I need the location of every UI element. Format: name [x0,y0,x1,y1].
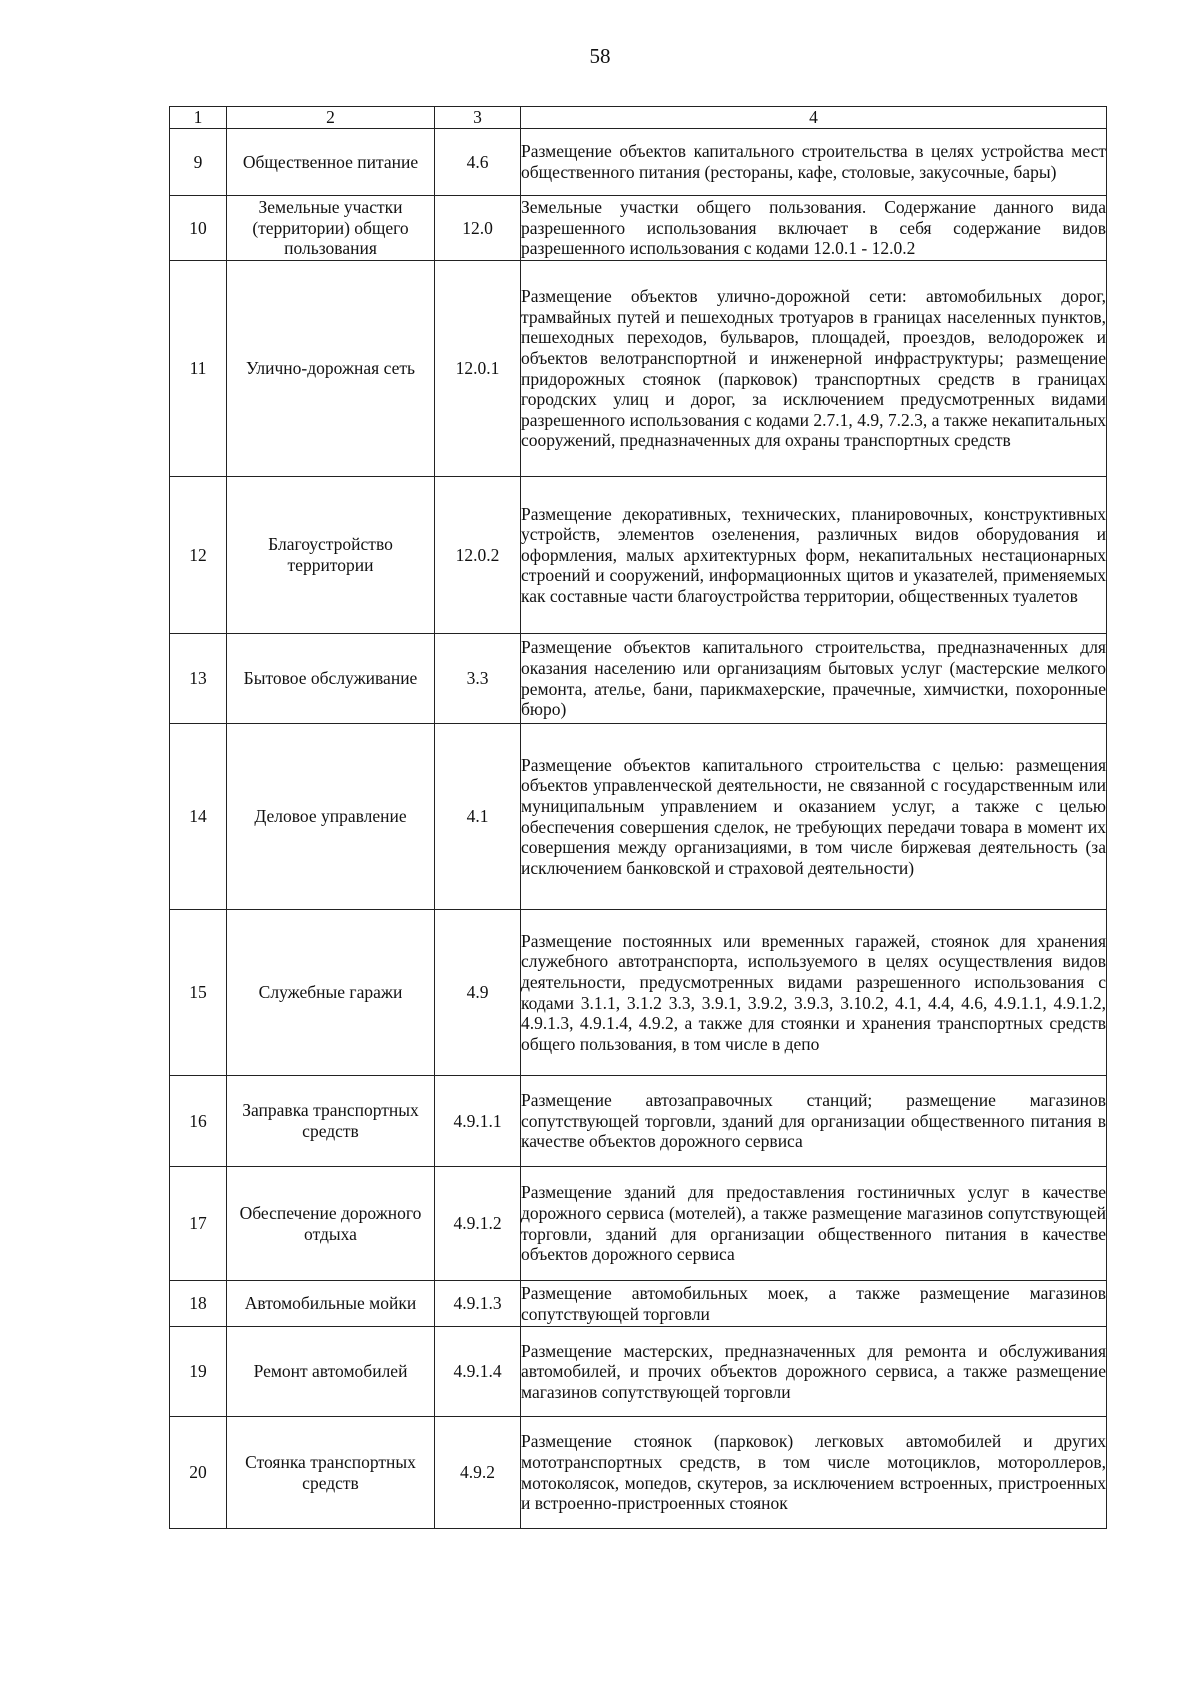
table-row [170,1281,1107,1327]
use-code: 4.9.2 [435,1417,521,1529]
use-description: Размещение зданий для предоставления гостиничных услуг в качестве дорожного сервиса (мотелей), а также размещение магазинов сопутствующей торговли, зданий для организации общественного питания в качестве объектов дорожного сервиса [521,1167,1107,1281]
row-number: 20 [170,1417,227,1529]
header-col-3: 3 [435,107,521,129]
use-name: Бытовое обслуживание [227,634,435,724]
use-name: Служебные гаражи [227,910,435,1076]
use-name: Стоянка транспортных средств [227,1417,435,1529]
use-code: 4.9.1.1 [435,1076,521,1167]
use-code: 3.3 [435,634,521,724]
use-code: 4.9 [435,910,521,1076]
table-row [170,1417,1107,1529]
use-description: Размещение стоянок (парковок) легковых автомобилей и других мототранспортных средств, в том числе мотоциклов, мотороллеров, мотоколясок, мопедов, скутеров, за исключением встроенных, пристроенных и встроенно-пристроенных стоянок [521,1417,1107,1529]
use-name: Земельные участки (территории) общего пользования [227,196,435,261]
use-description: Размещение объектов капитального строительства, предназначенных для оказания населению или организациям бытовых услуг (мастерские мелкого ремонта, ателье, бани, парикмахерские, прачечные, химчистки, похоронные бюро) [521,634,1107,724]
use-code: 4.9.1.2 [435,1167,521,1281]
table-row [170,1076,1107,1167]
use-description: Размещение объектов капитального строительства в целях устройства мест общественного питания (рестораны, кафе, столовые, закусочные, бары) [521,129,1107,196]
row-number: 11 [170,261,227,477]
row-number: 13 [170,634,227,724]
use-code: 12.0 [435,196,521,261]
use-name: Благоустройство территории [227,477,435,634]
row-number: 19 [170,1327,227,1417]
use-name: Заправка транспортных средств [227,1076,435,1167]
use-description: Размещение объектов улично-дорожной сети: автомобильных дорог, трамвайных путей и пешеходных тротуаров в границах населенных пунктов, пешеходных переходов, бульваров, площадей, проездов, велодорожек и объектов велотранспортной и инженерной инфраструктуры; размещение придорожных стоянок (парковок) транспортных средств в границах городских улиц и дорог, за исключением предусмотренных видами разрешенного использования с кодами 2.7.1, 4.9, 7.2.3, а также некапитальных сооружений, предназначенных для охраны транспортных средств [521,261,1107,477]
row-number: 14 [170,724,227,910]
header-col-1: 1 [170,107,227,129]
use-name: Автомобильные мойки [227,1281,435,1327]
land-use-table [169,106,1107,1529]
row-number: 16 [170,1076,227,1167]
use-name: Обеспечение дорожного отдыха [227,1167,435,1281]
use-description: Размещение постоянных или временных гаражей, стоянок для хранения служебного автотранспорта, используемого в целях осуществления видов деятельности, предусмотренных видами разрешенного использования с кодами 3.1.1, 3.1.2 3.3, 3.9.1, 3.9.2, 3.9.3, 3.10.2, 4.1, 4.4, 4.6, 4.9.1.1, 4.9.1.2, 4.9.1.3, 4.9.1.4, 4.9.2, а также для стоянки и хранения транспортных средств общего пользования, в том числе в депо [521,910,1107,1076]
row-number: 15 [170,910,227,1076]
use-code: 4.9.1.3 [435,1281,521,1327]
table-row [170,1327,1107,1417]
table-row [170,129,1107,196]
use-name: Ремонт автомобилей [227,1327,435,1417]
table-row [170,261,1107,477]
use-description: Размещение декоративных, технических, планировочных, конструктивных устройств, элементов озеленения, различных видов оборудования и оформления, малых архитектурных форм, некапитальных нестационарных строений и сооружений, информационных щитов и указателей, применяемых как составные части благоустройства территории, общественных туалетов [521,477,1107,634]
page-number: 58 [589,44,611,68]
row-number: 10 [170,196,227,261]
use-description: Размещение автомобильных моек, а также размещение магазинов сопутствующей торговли [521,1281,1107,1327]
table-row [170,910,1107,1076]
table-row [170,724,1107,910]
header-col-4: 4 [521,107,1107,129]
table-row [170,196,1107,261]
table-row [170,1167,1107,1281]
use-description: Размещение мастерских, предназначенных для ремонта и обслуживания автомобилей, и прочих объектов дорожного сервиса, а также размещение магазинов сопутствующей торговли [521,1327,1107,1417]
row-number: 9 [170,129,227,196]
row-number: 17 [170,1167,227,1281]
row-number: 18 [170,1281,227,1327]
use-description: Земельные участки общего пользования. Содержание данного вида разрешенного использования включает в себя содержание видов разрешенного использования с кодами 12.0.1 - 12.0.2 [521,196,1107,261]
use-name: Улично-дорожная сеть [227,261,435,477]
table-header-row [170,107,1107,129]
use-name: Деловое управление [227,724,435,910]
use-description: Размещение автозаправочных станций; размещение магазинов сопутствующей торговли, зданий для организации общественного питания в качестве объектов дорожного сервиса [521,1076,1107,1167]
table-row [170,634,1107,724]
row-number: 12 [170,477,227,634]
use-code: 12.0.2 [435,477,521,634]
use-code: 4.6 [435,129,521,196]
use-code: 4.9.1.4 [435,1327,521,1417]
use-description: Размещение объектов капитального строительства с целью: размещения объектов управленческой деятельности, не связанной с государственным или муниципальным управлением и оказанием услуг, а также с целью обеспечения совершения сделок, не требующих передачи товара в момент их совершения между организациями, в том числе биржевая деятельность (за исключением банковской и страховой деятельности) [521,724,1107,910]
use-name: Общественное питание [227,129,435,196]
header-col-2: 2 [227,107,435,129]
use-code: 12.0.1 [435,261,521,477]
use-code: 4.1 [435,724,521,910]
table-row [170,477,1107,634]
